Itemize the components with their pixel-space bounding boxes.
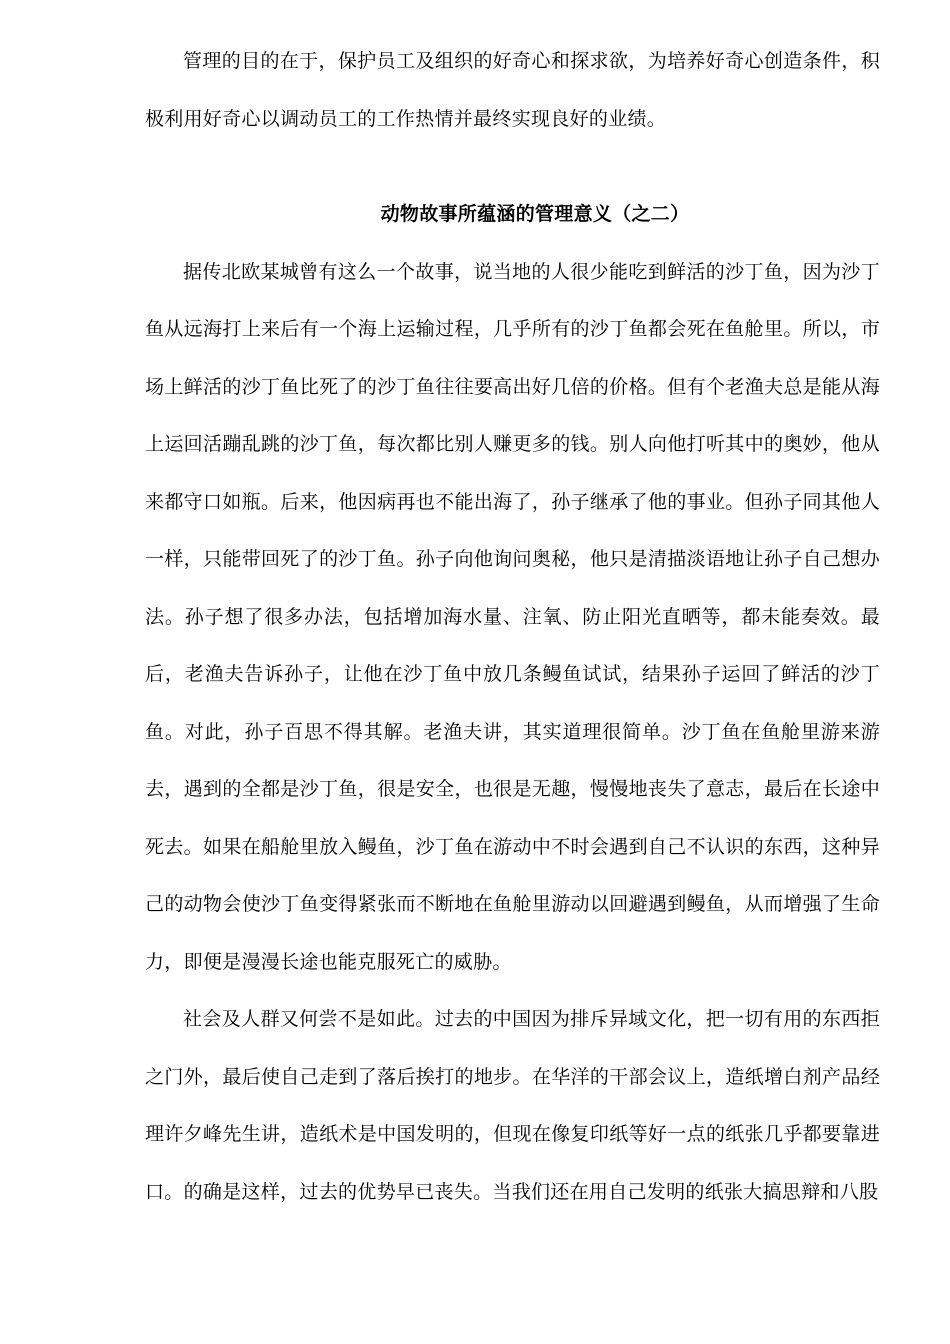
paragraph-management-purpose: 管理的目的在于，保护员工及组织的好奇心和探求欲，为培养好奇心创造条件，积极利用好奇心以调动员工的工作热情并最终实现良好的业绩。 [145,50,880,130]
document-page [145,0,880,1221]
section-heading: 动物故事所蕴涵的管理意义（之二） [380,203,690,225]
paragraph-society-reflection: 社会及人群又何尝不是如此。过去的中国因为排斥异域文化，把一切有用的东西拒之门外，最后使自己走到了落后挨打的地步。在华洋的干部会议上，造纸增白剂产品经理许夕峰先生讲，造纸术是中国发明的，但现在像复印纸等好一点的纸张几乎都要靠进口。的确是这样，过去的优势早已丧失。当我们还在用自己发明的纸张大搞思辩和八股 [145,1008,880,1203]
paragraph-sardine-story: 据传北欧某城曾有这么一个故事，说当地的人很少能吃到鲜活的沙丁鱼，因为沙丁鱼从远海打上来后有一个海上运输过程，几乎所有的沙丁鱼都会死在鱼舱里。所以，市场上鲜活的沙丁鱼比死了的沙丁鱼往往要高出好几倍的价格。但有个老渔夫总是能从海上运回活蹦乱跳的沙丁鱼，每次都比别人赚更多的钱。别人向他打听其中的奥妙，他从来都守口如瓶。后来，他因病再也不能出海了，孙子继承了他的事业。但孙子同其他人一样，只能带回死了的沙丁鱼。孙子向他询问奥秘，他只是清描淡语地让孙子自己想办法。孙子想了很多办法，包括增加海水量、注氧、防止阳光直晒等，都未能奏效。最后，老渔夫告诉孙子，让他在沙丁鱼中放几条鳗鱼试试，结果孙子运回了鲜活的沙丁鱼。对此，孙子百思不得其解。老渔夫讲，其实道理很简单。沙丁鱼在鱼舱里游来游去，遇到的全都是沙丁鱼，很是安全，也很是无趣，慢慢地丧失了意志，最后在长途中死去。如果在船舱里放入鳗鱼，沙丁鱼在游动中不时会遇到自己不认识的东西，这种异己的动物会使沙丁鱼变得紧张而不断地在鱼舱里游动以回避遇到鳗鱼，从而增强了生命力，即便是漫漫长途也能克服死亡的威胁。 [145,260,880,973]
